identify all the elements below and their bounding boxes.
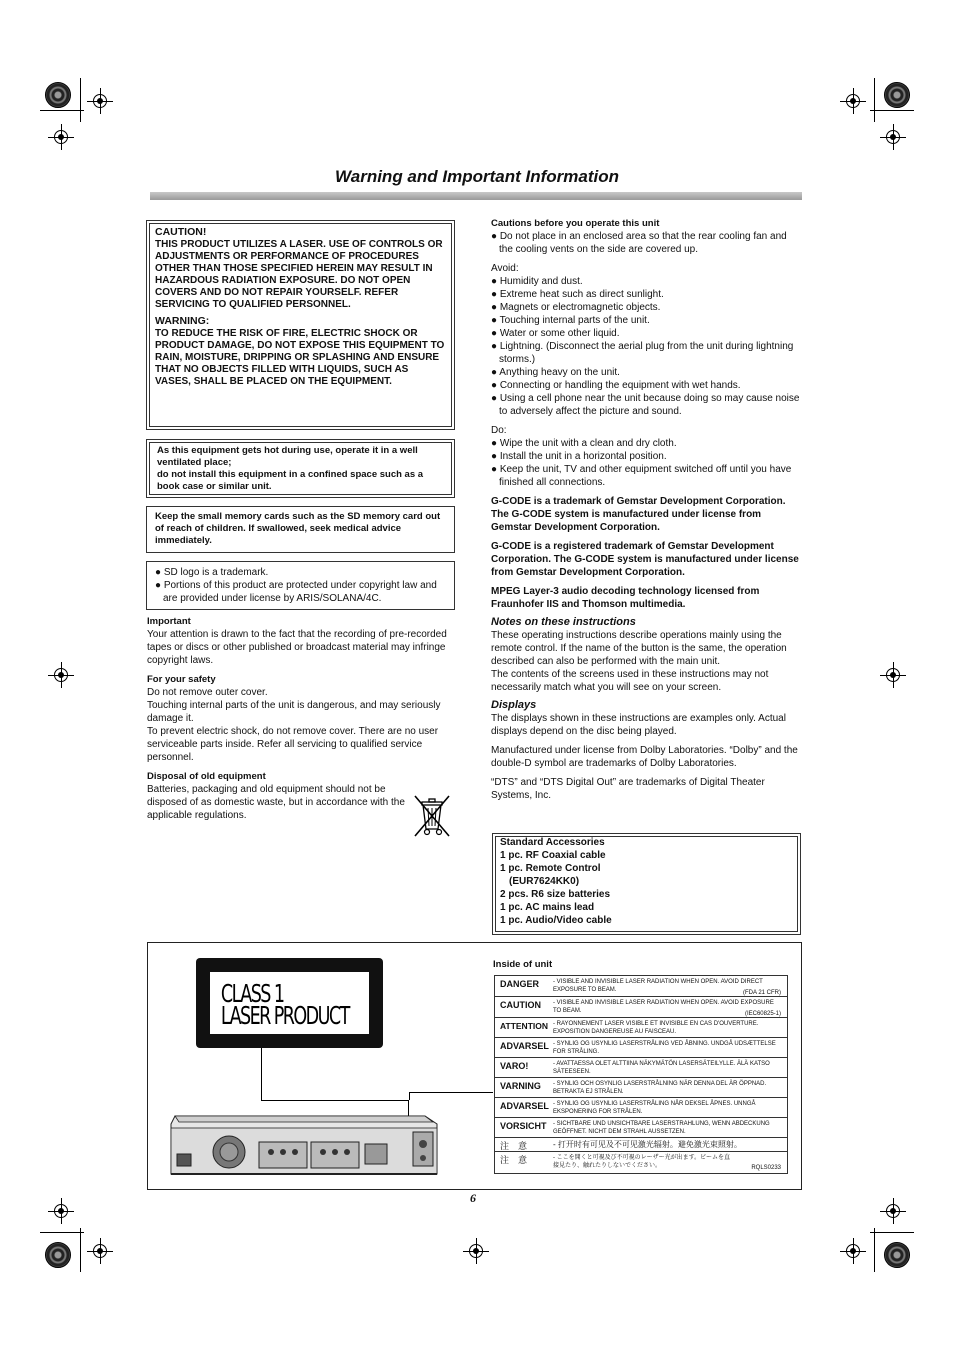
crosshair-icon: [463, 1238, 489, 1264]
heat-line-2: do not install this equipment in a confined space such as a book case or similar unit.: [157, 469, 424, 492]
laser-label-line-1: CLASS 1: [220, 979, 284, 1008]
trademark-item-1: ● SD logo is a trademark.: [155, 567, 269, 578]
avoid-label: Avoid:: [491, 263, 519, 274]
avoid-item: ● Anything heavy on the unit.: [491, 367, 620, 378]
avoid-item: ● Connecting or handling the equipment with wet hands.: [491, 380, 741, 391]
crosshair-icon: [48, 662, 74, 688]
important-heading: Important: [147, 616, 191, 627]
sd-card-warning-box: [146, 506, 455, 553]
crosshair-icon: [840, 88, 866, 114]
do-item: ● Install the unit in a horizontal position.: [491, 451, 667, 462]
important-text: Your attention is drawn to the fact that the recording of pre-recorded tapes or discs or other published or broadcast material may infringe copyright laws.: [147, 629, 447, 666]
mpeg-license: MPEG Layer-3 audio decoding technology licensed from Fraunhofer IIS and Thomson multimedia.: [491, 586, 760, 610]
warning-row: VARNING - SYNLIG OCH OSYNLIG LASERSTRÅLNING NÄR DENNA DEL ÄR ÖPPNAD. BETRAKTA EJ STRÅLEN.: [495, 1078, 787, 1098]
notes-p1: These operating instructions describe operations mainly using the remote control. If the name of the button is the same, the operation described can also be performed with the main unit.: [491, 630, 787, 667]
gcode-trademark-2: G-CODE is a registered trademark of Gemstar Development Corporation. The G-CODE system is manufactured under license from Gemstar Development Corporation.: [491, 541, 799, 578]
warning-heading: WARNING:: [155, 315, 210, 327]
heat-line-1: As this equipment gets hot during use, operate it in a well ventilated place;: [157, 445, 418, 468]
caution-text: THIS PRODUCT UTILIZES A LASER. USE OF CONTROLS OR ADJUSTMENTS OR PERFORMANCE OF PROCEDURES OTHER THAN THOSE SPECIFIED HEREIN MAY RESULT IN HAZARDOUS RADIATION EXPOSURE. DO NOT OPEN COVERS AND DO NOT REPAIR YOURSELF. REFER SERVICING TO QUALIFIED PERSONNEL.: [155, 239, 443, 310]
notes-p2: The contents of the screens used in these instructions may not necessarily match what you will see on your screen.: [491, 669, 769, 693]
trademark-item-2: ● Portions of this product are protected under copyright law and are provided under license by ARIS/SOLANA/4C.: [155, 580, 437, 604]
warning-row: ADVARSEL - SYNLIG OG USYNLIG LASERSTRÅLING NÅR DEKSEL ÅPNES. UNNGÅ EKSPONERING FOR STRÅLEN.: [495, 1098, 787, 1118]
warning-text: TO REDUCE THE RISK OF FIRE, ELECTRIC SHOCK OR PRODUCT DAMAGE, DO NOT EXPOSE THIS EQUIPMENT TO RAIN, MOISTURE, DRIPPING OR SPLASHING AND ENSURE THAT NO OBJECTS FILLED WITH LIQUIDS, SUCH AS VASES, SHALL BE PLACED ON THE EQUIPMENT.: [155, 328, 445, 387]
dolby-text: Manufactured under license from Dolby Laboratories. “Dolby” and the double-D symbol are trademarks of Dolby Laboratories.: [491, 745, 798, 769]
crosshair-icon: [880, 1198, 906, 1224]
crosshair-icon: [880, 662, 906, 688]
accessory-item: 1 pc. AC mains lead: [500, 902, 595, 913]
accessories-heading: Standard Accessories: [500, 837, 605, 848]
safety-p1: Do not remove outer cover.: [147, 687, 268, 698]
laser-label-line-2: LASER PRODUCT: [220, 1001, 349, 1030]
registration-dial-icon: [45, 82, 71, 108]
safety-p2: Touching internal parts of the unit is dangerous, and may seriously damage it.: [147, 700, 441, 724]
inside-unit-heading: Inside of unit: [493, 959, 553, 970]
laser-class-label: [196, 958, 383, 1048]
crosshair-icon: [48, 1198, 74, 1224]
avoid-item: ● Using a cell phone near the unit because doing so may cause noise to adversely affect the picture and sound.: [491, 393, 800, 417]
displays-p1: The displays shown in these instructions are examples only. Actual displays depend on the disc being played.: [491, 713, 786, 737]
heat-warning-box: [146, 439, 455, 498]
do-item: ● Wipe the unit with a clean and dry cloth.: [491, 438, 677, 449]
accessory-item: (EUR7624KK0): [509, 876, 580, 887]
laser-warning-table: [494, 975, 788, 1174]
displays-heading: Displays: [491, 699, 537, 711]
accessory-item: 2 pcs. R6 size batteries: [500, 889, 611, 900]
warning-row: 注 意 - 打开时有可见及不可见激光辐射。避免激光束照射。: [495, 1138, 787, 1152]
cautions-operate-heading: Cautions before you operate this unit: [491, 218, 660, 229]
safety-heading: For your safety: [147, 674, 216, 685]
sd-warning-text: Keep the small memory cards such as the SD memory card out of reach of children. If swallowed, seek medical advice immediately.: [155, 511, 441, 546]
crosshair-icon: [48, 124, 74, 150]
avoid-item: ● Humidity and dust.: [491, 276, 583, 287]
warning-row: ADVARSEL - SYNLIG OG USYNLIG LASERSTRÅLING VED ÅBNING. UNDGÅ UDSÆTTELSE FOR STRÅLING.: [495, 1038, 787, 1058]
gcode-trademark-1: G-CODE is a trademark of Gemstar Development Corporation. The G-CODE system is manufactured under license from Gemstar Development Corporation.: [491, 496, 786, 533]
accessory-item: 1 pc. Remote Control: [500, 863, 601, 874]
avoid-item: ● Magnets or electromagnetic objects.: [491, 302, 661, 313]
registration-dial-icon: [45, 1242, 71, 1268]
warning-row: VARO! - AVATTAESSA OLET ALTTIINA NÄKYMÄTÖN LASERSÄTEILYLLE. ÄLÄ KATSO SÄTEESEEN.: [495, 1058, 787, 1078]
dts-text: “DTS” and “DTS Digital Out” are trademarks of Digital Theater Systems, Inc.: [491, 777, 765, 801]
do-label: Do:: [491, 425, 507, 436]
crosshair-icon: [880, 124, 906, 150]
safety-p3: To prevent electric shock, do not remove cover. There are no user serviceable parts inside. Refer all servicing to qualified service personnel.: [147, 726, 439, 763]
accessories-box: [492, 833, 801, 935]
accessory-item: 1 pc. Audio/Video cable: [500, 915, 612, 926]
warning-row: ATTENTION - RAYONNEMENT LASER VISIBLE ET INVISIBLE EN CAS D'OUVERTURE. EXPOSITION DANGEREUSE AU FAISCEAU.: [495, 1018, 787, 1038]
page-title: Warning and Important Information: [335, 167, 619, 186]
avoid-item: ● Touching internal parts of the unit.: [491, 315, 650, 326]
page-number: 6: [470, 1191, 476, 1205]
caution-box: [146, 220, 455, 430]
crossed-out-bin-icon: [411, 793, 453, 839]
avoid-item: ● Lightning. (Disconnect the aerial plug from the unit during lightning storms.): [491, 341, 794, 365]
warning-row: 注 意 - ここを開くと可視及び不可視のレーザー光が出ます。ビームを直接見たり、触れたりしないでください。 RQLS0233: [500, 1155, 781, 1171]
crosshair-icon: [87, 88, 113, 114]
caution-heading: CAUTION!: [155, 226, 207, 238]
warning-row: VORSICHT - SICHTBARE UND UNSICHTBARE LASERSTRAHLUNG, WENN ABDECKUNG GEÖFFNET. NICHT DEM STRAHL AUSSETZEN.: [495, 1118, 787, 1138]
disposal-text: Batteries, packaging and old equipment should not be disposed of as domestic waste, but in accordance with the applicable regulations.: [147, 784, 405, 821]
warning-row: CAUTION - VISIBLE AND INVISIBLE LASER RADIATION WHEN OPEN. AVOID EXPOSURE TO BEAM. (IEC60825-1): [495, 997, 787, 1018]
disposal-heading: Disposal of old equipment: [147, 771, 266, 782]
cautions-intro: ● Do not place in an enclosed area so that the rear cooling fan and the cooling vents on the side are covered up.: [491, 231, 787, 255]
trademark-box: [146, 561, 455, 610]
crosshair-icon: [840, 1238, 866, 1264]
crosshair-icon: [87, 1238, 113, 1264]
device-rear-illustration: [163, 1110, 443, 1180]
title-underline: [150, 192, 802, 200]
registration-dial-icon: [884, 82, 910, 108]
avoid-item: ● Extreme heat such as direct sunlight.: [491, 289, 664, 300]
registration-dial-icon: [884, 1242, 910, 1268]
avoid-item: ● Water or some other liquid.: [491, 328, 620, 339]
accessory-item: 1 pc. RF Coaxial cable: [500, 850, 606, 861]
notes-heading: Notes on these instructions: [491, 616, 636, 628]
do-item: ● Keep the unit, TV and other equipment switched off until you have finished all connections.: [491, 464, 792, 488]
warning-row: DANGER - VISIBLE AND INVISIBLE LASER RADIATION WHEN OPEN. AVOID DIRECT EXPOSURE TO BEAM. (FDA 21 CFR): [495, 976, 787, 997]
